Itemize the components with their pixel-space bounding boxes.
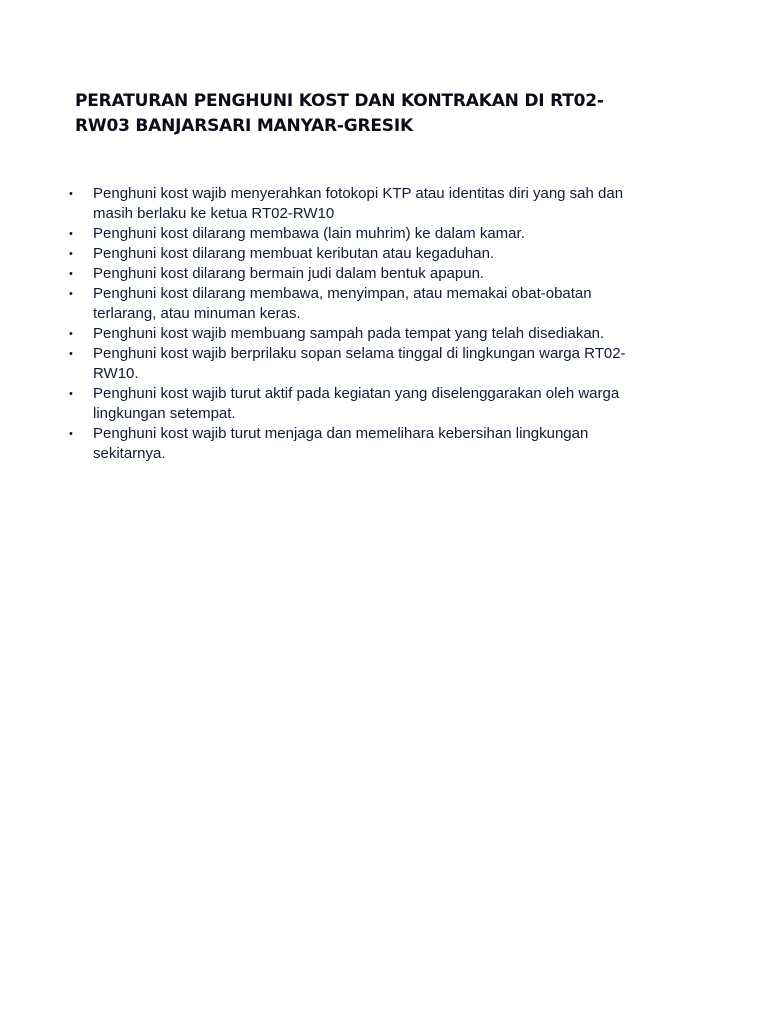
list-item — [69, 424, 653, 464]
list-item — [69, 184, 653, 224]
bullet-icon: • — [69, 288, 73, 300]
list-item — [69, 224, 653, 244]
rule-text: Penghuni kost dilarang bermain judi dalam bentuk apapun. — [93, 265, 485, 282]
list-item — [69, 244, 653, 264]
list-item — [69, 384, 653, 424]
rule-text: Penghuni kost dilarang membuat keributan atau kegaduhan. — [93, 245, 495, 262]
bullet-icon: • — [69, 248, 73, 260]
bullet-icon: • — [69, 188, 73, 200]
bullet-icon: • — [69, 348, 73, 360]
rule-text: Penghuni kost dilarang membawa, menyimpan, atau memakai obat-obatan terlarang, atau minuman keras. — [93, 285, 592, 322]
rule-text: Penghuni kost wajib turut aktif pada kegiatan yang diselenggarakan oleh warga lingkungan setempat. — [93, 385, 620, 422]
document-title: PERATURAN PENGHUNI KOST DAN KONTRAKAN DI RT02-RW03 BANJARSARI MANYAR-GRESIK — [75, 91, 604, 136]
rule-text: Penghuni kost wajib menyerahkan fotokopi KTP atau identitas diri yang sah dan masih berlaku ke ketua RT02-RW10 — [93, 185, 624, 222]
bullet-icon: • — [69, 388, 73, 400]
bullet-icon: • — [69, 268, 73, 280]
rule-text: Penghuni kost dilarang membawa (lain muhrim) ke dalam kamar. — [93, 225, 525, 242]
bullet-icon: • — [69, 328, 73, 340]
rules-list — [69, 184, 653, 464]
bullet-icon: • — [69, 228, 73, 240]
bullet-icon: • — [69, 428, 73, 440]
list-item — [69, 344, 653, 384]
list-item — [69, 324, 653, 344]
list-item — [69, 284, 653, 324]
rule-text: Penghuni kost wajib berprilaku sopan selama tinggal di lingkungan warga RT02-RW10. — [93, 345, 626, 382]
rule-text: Penghuni kost wajib membuang sampah pada tempat yang telah disediakan. — [93, 325, 605, 342]
rule-text: Penghuni kost wajib turut menjaga dan memelihara kebersihan lingkungan sekitarnya. — [93, 425, 589, 462]
list-item — [69, 264, 653, 284]
